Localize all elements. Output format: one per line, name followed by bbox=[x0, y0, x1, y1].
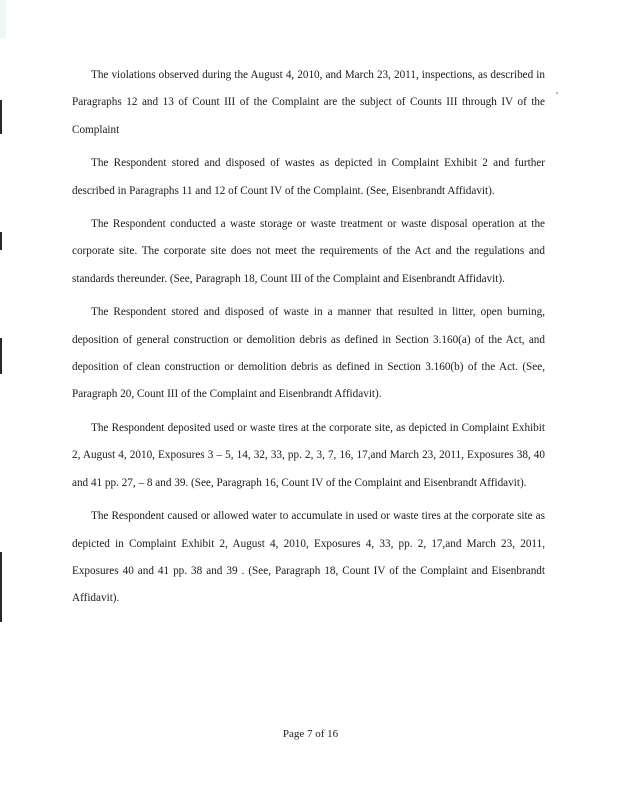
paragraph-tires-water: The Respondent caused or allowed water to accumulate in used or waste tires at the corporate site as depicted in Complaint Exhibit 2, August 4, 2010, Exposures 4, 33, pp. 2, 17,and March 23, 2011, Exposures 40 and 41 pp. 38 and 39 . (See, Paragraph 18, Count IV of the Complaint and Eisenbrandt Affidavit). bbox=[72, 510, 545, 605]
scan-artifact bbox=[0, 100, 2, 134]
document-body bbox=[72, 62, 545, 619]
scan-artifact bbox=[0, 552, 2, 622]
scan-artifact bbox=[556, 92, 558, 94]
scan-artifact bbox=[0, 0, 6, 38]
paragraph-tires-deposited: The Respondent deposited used or waste tires at the corporate site, as depicted in Complaint Exhibit 2, August 4, 2010, Exposures 3 – 5, 14, 32, 33, pp. 2, 3, 7, 16, 17,and March 23, 2011, Exposures 38, 40 and 41 pp. 27, – 8 and 39. (See, Paragraph 16, Count IV of the Complaint and Eisenbrandt Affidavit). bbox=[72, 421, 545, 489]
scan-artifact bbox=[0, 338, 2, 374]
paragraph-storage: The Respondent stored and disposed of wastes as depicted in Complaint Exhibit 2 and further described in Paragraphs 11 and 12 of Count IV of the Complaint. (See, Eisenbrandt Affidavit). bbox=[72, 157, 545, 197]
paragraph-violations: The violations observed during the August 4, 2010, and March 23, 2011, inspections, as described in Paragraphs 12 and 13 of Count III of the Complaint are the subject of Counts III through IV of the Complaint bbox=[72, 69, 545, 136]
paragraph-litter: The Respondent stored and disposed of waste in a manner that resulted in litter, open burning, deposition of general construction or demolition debris as defined in Section 3.160(a) of the Act, and deposition of clean construction or demolition debris as defined in Section 3.160(b) of the Act. (See, Paragraph 20, Count III of the Complaint and Eisenbrandt Affidavit). bbox=[72, 306, 545, 401]
scan-artifact bbox=[0, 232, 2, 250]
paragraph-operation: The Respondent conducted a waste storage or waste treatment or waste disposal operation at the corporate site. The corporate site does not meet the requirements of the Act and the regulations and standards thereunder. (See, Paragraph 18, Count III of the Complaint and Eisenbrandt Affidavit). bbox=[72, 218, 545, 285]
page-number: Page 7 of 16 bbox=[282, 728, 339, 740]
